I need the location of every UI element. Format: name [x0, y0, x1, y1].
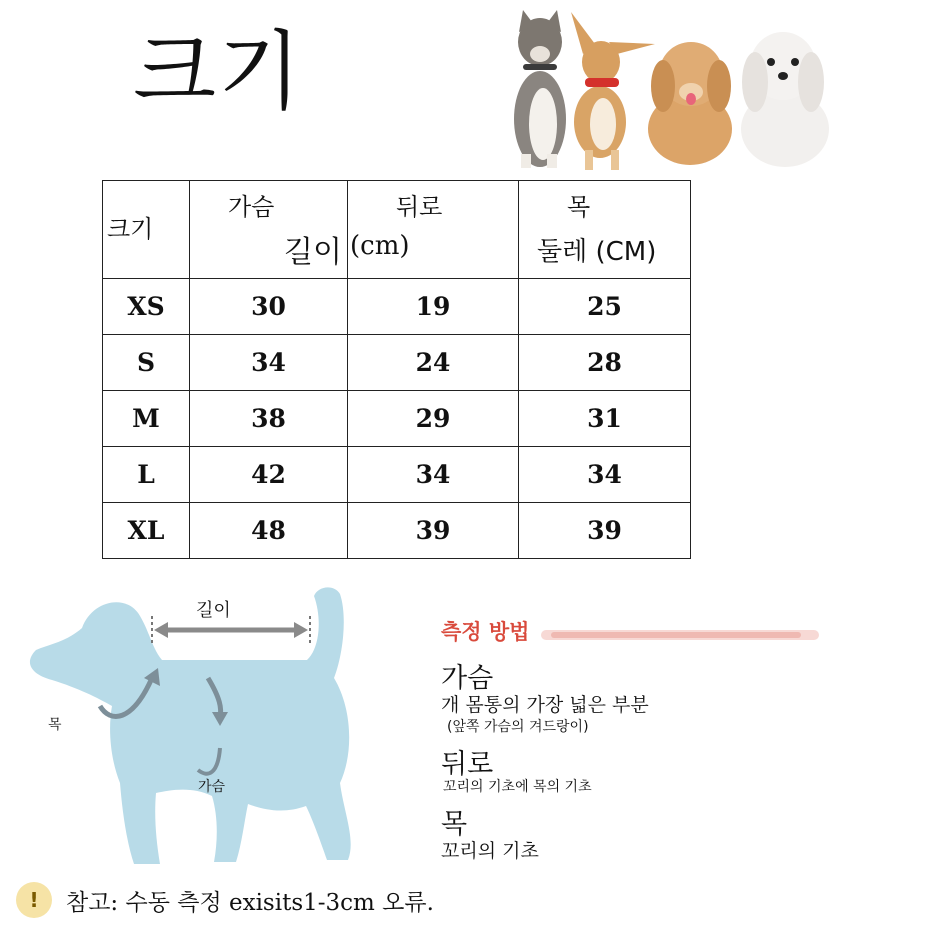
dog-measure-diagram: [22, 578, 402, 878]
neck-label: 목: [48, 717, 62, 733]
header-size-label: 크기: [107, 215, 154, 243]
method-title-decoration: [541, 624, 819, 646]
header-back: [348, 181, 519, 279]
back-cell: 19: [348, 279, 519, 335]
method-chest-heading: 가슴: [441, 663, 494, 694]
size-cell: M: [103, 391, 190, 447]
header-back-line1: 뒤로: [396, 193, 443, 221]
header-chest: [190, 181, 348, 279]
table-row: [103, 279, 691, 335]
method-title: 측정 방법: [441, 620, 530, 644]
method-back-heading: 뒤로: [441, 749, 494, 780]
length-arrow-head-right: [294, 622, 308, 638]
neck-cell: 34: [519, 447, 691, 503]
back-cell: 24: [348, 335, 519, 391]
size-cell: XL: [103, 503, 190, 559]
size-cell: L: [103, 447, 190, 503]
chihuahua-image: [571, 12, 655, 170]
header-back-line2: (cm): [350, 231, 410, 261]
neck-cell: 25: [519, 279, 691, 335]
neck-cell: 39: [519, 503, 691, 559]
table-row: [103, 447, 691, 503]
size-table: [102, 180, 691, 559]
header-neck-line2: 둘레 (CM): [537, 237, 657, 267]
header-size: [103, 181, 190, 279]
chest-cell: 34: [190, 335, 348, 391]
chest-cell: 38: [190, 391, 348, 447]
size-cell: XS: [103, 279, 190, 335]
size-cell: S: [103, 335, 190, 391]
chest-label: 가슴: [198, 779, 226, 795]
length-label: 길이: [196, 600, 231, 621]
method-neck-desc: 꼬리의 기초: [441, 840, 539, 862]
chest-cell: 30: [190, 279, 348, 335]
back-cell: 34: [348, 447, 519, 503]
table-row: [103, 391, 691, 447]
page-title: 크기: [133, 22, 304, 122]
length-arrow-head-left: [154, 622, 168, 638]
header-neck: [519, 181, 691, 279]
method-back-desc: 꼬리의 기초에 목의 기초: [443, 779, 592, 795]
pets-photo: [505, 4, 840, 174]
cat-image: [514, 10, 566, 168]
back-cell: 39: [348, 503, 519, 559]
method-chest-note: (앞쪽 가슴의 겨드랑이): [447, 719, 589, 735]
chest-cell: 42: [190, 447, 348, 503]
chest-cell: 48: [190, 503, 348, 559]
table-header-row: [103, 181, 691, 279]
header-chest-line1: 가슴: [228, 193, 275, 221]
exclamation-icon: !: [16, 882, 52, 918]
neck-cell: 28: [519, 335, 691, 391]
table-row: [103, 503, 691, 559]
table-row: [103, 335, 691, 391]
method-neck-heading: 목: [441, 809, 468, 840]
method-chest-desc: 개 몸통의 가장 넓은 부분: [441, 694, 649, 716]
back-cell: 29: [348, 391, 519, 447]
header-neck-line1: 목: [567, 193, 591, 221]
header-chest-line2: 길이: [284, 235, 342, 270]
poodle-image: [648, 42, 732, 165]
maltese-image: [741, 32, 829, 167]
note-text: 참고: 수동 측정 exisits1-3cm 오류.: [66, 890, 434, 916]
neck-cell: 31: [519, 391, 691, 447]
